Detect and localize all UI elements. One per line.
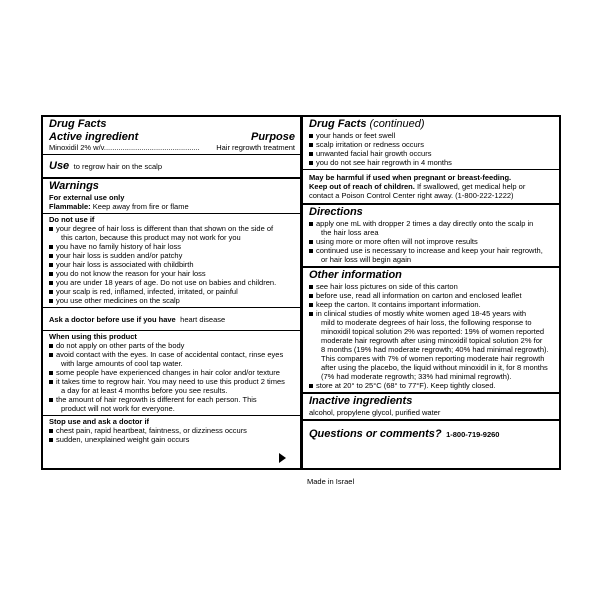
directions-heading: Directions bbox=[309, 206, 363, 218]
stop-use-section bbox=[43, 416, 300, 446]
pregnancy-warning: May be harmful if used when pregnant or breast-feeding. bbox=[309, 173, 512, 182]
ask-doctor-label: Ask a doctor before use if you have bbox=[49, 315, 176, 324]
when-using-section bbox=[43, 331, 300, 416]
list-item: a day for at least 4 months before you see results. bbox=[61, 386, 228, 395]
do-not-use-section bbox=[43, 214, 300, 308]
list-item: before use, read all information on carton and enclosed leaflet bbox=[309, 291, 554, 300]
inactive-ingredients-heading: Inactive ingredients bbox=[309, 395, 413, 407]
list-item: product will not work for everyone. bbox=[61, 404, 175, 413]
warnings-heading: Warnings bbox=[49, 180, 99, 192]
continued-section bbox=[303, 117, 559, 170]
warnings-section bbox=[43, 179, 300, 214]
inactive-ingredients-section bbox=[303, 394, 559, 421]
list-item: your hair loss is associated with childbirth bbox=[49, 260, 295, 269]
list-item: this carton, because this product may not work for you bbox=[61, 233, 241, 242]
list-item: you do not know the reason for your hair loss bbox=[49, 269, 295, 278]
pregnancy-keep-out-section bbox=[303, 170, 559, 205]
list-item: store at 20° to 25°C (68° to 77°F). Keep tightly closed. bbox=[309, 381, 554, 390]
flammable-text: Keep away from fire or flame bbox=[92, 202, 189, 211]
list-item: chest pain, rapid heartbeat, faintness, or dizziness occurs bbox=[49, 426, 295, 435]
active-ingredient-heading: Active ingredient bbox=[49, 131, 139, 143]
flammable-label: Flammable: bbox=[49, 202, 91, 211]
list-item: your scalp is red, inflamed, infected, irritated, or painful bbox=[49, 287, 295, 296]
list-item: it takes time to regrow hair. You may need to use this product 2 times bbox=[49, 377, 295, 386]
when-using-heading: When using this product bbox=[49, 332, 137, 341]
questions-heading: Questions or comments? bbox=[309, 428, 442, 440]
purpose-value: Hair regrowth treatment bbox=[216, 143, 295, 152]
list-item: in clinical studies of mostly white women aged 18-45 years with bbox=[309, 309, 554, 318]
list-item: your hands or feet swell bbox=[309, 131, 554, 140]
use-text: to regrow hair on the scalp bbox=[73, 162, 163, 171]
list-item: 8 months (19% had moderate regrowth; 40% had minimal regrowth). bbox=[321, 345, 549, 354]
drug-facts-title-continued: Drug Facts bbox=[309, 118, 367, 130]
keep-out-reach-text: If swallowed, get medical help or bbox=[416, 182, 526, 191]
questions-phone: 1-800-719-9260 bbox=[446, 430, 500, 439]
list-item: or hair loss will begin again bbox=[321, 255, 412, 264]
list-item: scalp irritation or redness occurs bbox=[309, 140, 554, 149]
other-information-section bbox=[303, 268, 559, 394]
list-item: you are under 18 years of age. Do not use on babies and children. bbox=[49, 278, 295, 287]
list-item: your degree of hair loss is different than that shown on the side of bbox=[49, 224, 295, 233]
list-item: (7% had moderate regrowth; 33% had minimal regrowth). bbox=[321, 372, 512, 381]
list-item: you have no family history of hair loss bbox=[49, 242, 295, 251]
list-item: keep the carton. It contains important information. bbox=[309, 300, 554, 309]
list-item: see hair loss pictures on side of this carton bbox=[309, 282, 554, 291]
list-item: moderate hair regrowth after using minoxidil topical solution 2% for bbox=[321, 336, 543, 345]
poison-control-text: contact a Poison Control Center right away. (1-800-222-1222) bbox=[309, 191, 514, 200]
continue-arrow-icon bbox=[279, 453, 286, 463]
list-item: sudden, unexplained weight gain occurs bbox=[49, 435, 295, 444]
list-item: your hair loss is sudden and/or patchy bbox=[49, 251, 295, 260]
purpose-heading: Purpose bbox=[250, 131, 295, 143]
list-item: with large amounts of cool tap water. bbox=[61, 359, 183, 368]
use-section bbox=[43, 155, 300, 179]
list-item: after using the placebo, the liquid without minoxidil in it, for 8 months bbox=[321, 363, 548, 372]
list-item: do not apply on other parts of the body bbox=[49, 341, 295, 350]
list-item: unwanted facial hair growth occurs bbox=[309, 149, 554, 158]
list-item: some people have experienced changes in hair color and/or texture bbox=[49, 368, 295, 377]
continued-label: (continued) bbox=[369, 118, 425, 130]
ask-doctor-text: heart disease bbox=[180, 315, 226, 324]
list-item: avoid contact with the eyes. In case of accidental contact, rinse eyes bbox=[49, 350, 295, 359]
do-not-use-heading: Do not use if bbox=[49, 215, 95, 224]
drug-facts-right-panel bbox=[301, 115, 561, 470]
made-in-text: Made in Israel bbox=[307, 477, 355, 486]
external-use-text: For external use only bbox=[49, 193, 125, 202]
list-item: the amount of hair regrowth is different for each person. This bbox=[49, 395, 295, 404]
questions-section bbox=[303, 421, 559, 444]
list-item: the hair loss area bbox=[321, 228, 379, 237]
drug-facts-title: Drug Facts bbox=[49, 118, 107, 130]
list-item: mild to moderate degrees of hair loss, the following response to bbox=[321, 318, 532, 327]
keep-out-reach-label: Keep out of reach of children. bbox=[309, 182, 415, 191]
ask-doctor-section bbox=[43, 308, 300, 331]
directions-section bbox=[303, 205, 559, 268]
list-item: you use other medicines on the scalp bbox=[49, 296, 295, 305]
other-information-heading: Other information bbox=[309, 269, 402, 281]
stop-use-heading: Stop use and ask a doctor if bbox=[49, 417, 150, 426]
list-item: minoxidil topical solution 2% was reported: 19% of women reported bbox=[321, 327, 545, 336]
active-ingredient-value: Minoxidil 2% w/v.............................................. bbox=[49, 143, 200, 152]
list-item: you do not see hair regrowth in 4 months bbox=[309, 158, 554, 167]
list-item: using more or more often will not improve results bbox=[309, 237, 554, 246]
list-item: apply one mL with dropper 2 times a day directly onto the scalp in bbox=[309, 219, 554, 228]
use-heading: Use bbox=[49, 160, 70, 172]
inactive-ingredients-text: alcohol, propylene glycol, purified water bbox=[309, 408, 441, 417]
active-ingredient-section bbox=[43, 117, 300, 155]
list-item: This compares with 7% of women reporting moderate hair regrowth bbox=[321, 354, 545, 363]
drug-facts-left-panel bbox=[41, 115, 302, 470]
list-item: continued use is necessary to increase and keep your hair regrowth, bbox=[309, 246, 554, 255]
